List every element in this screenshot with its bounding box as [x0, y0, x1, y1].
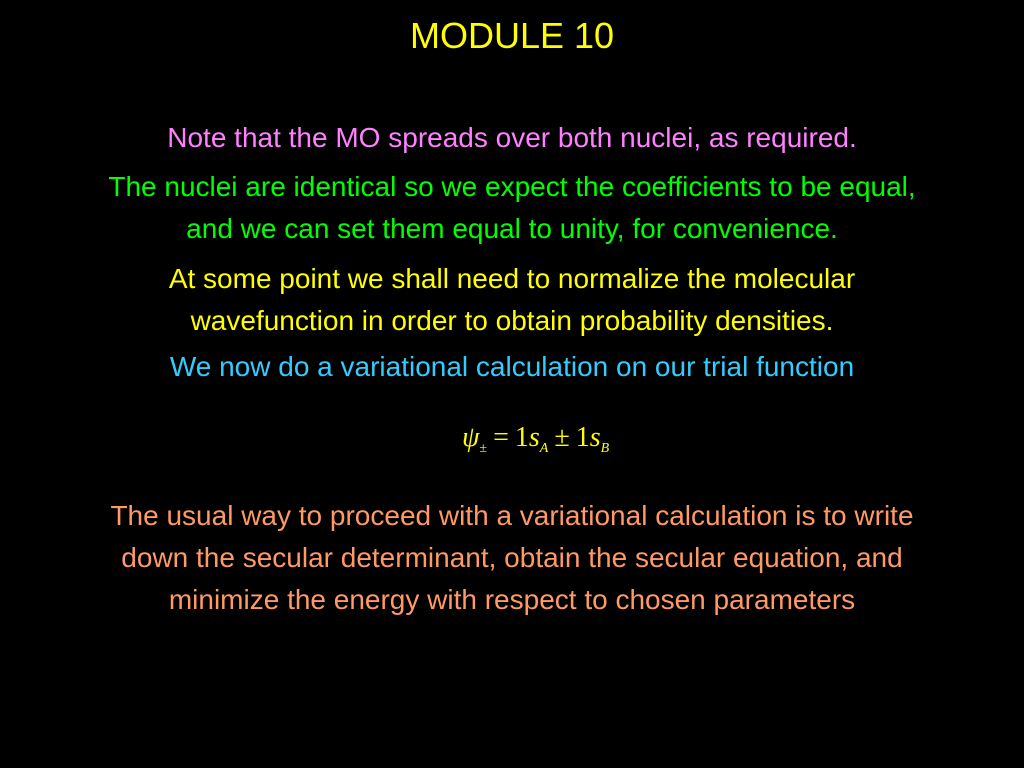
trial-function-equation	[462, 418, 609, 469]
equation-term2-var: s	[589, 422, 601, 453]
paragraph-variational	[0, 346, 1024, 388]
paragraph-line: down the secular determinant, obtain the secular equation, and	[121, 542, 903, 573]
equation-psi-subscript: ±	[479, 441, 488, 456]
equation-term1-coeff: 1	[514, 422, 529, 453]
paragraph-normalize	[0, 258, 1024, 342]
paragraph-identical-nuclei	[0, 166, 1024, 250]
paragraph-line: At some point we shall need to normalize the molecular	[168, 263, 856, 294]
paragraph-line: wavefunction in order to obtain probability densities.	[190, 305, 834, 336]
paragraph-line: The usual way to proceed with a variational calculation is to write	[110, 500, 914, 531]
equation-psi: ψ	[462, 422, 480, 453]
paragraph-note-mo	[0, 117, 1024, 159]
equation-term1-subscript: A	[539, 441, 549, 456]
slide-title: MODULE 10	[409, 15, 615, 56]
equation-equals: =	[493, 422, 509, 453]
paragraph-line: Note that the MO spreads over both nuclei, as required.	[167, 122, 857, 153]
paragraph-line: We now do a variational calculation on our trial function	[169, 351, 855, 382]
paragraph-line: minimize the energy with respect to chosen parameters	[168, 584, 856, 615]
paragraph-line: and we can set them equal to unity, for convenience.	[186, 213, 838, 244]
equation-term1-var: s	[528, 422, 540, 453]
equation-term2-coeff: 1	[575, 422, 590, 453]
equation-term2-subscript: B	[600, 441, 610, 456]
equation-plus-minus: ±	[554, 422, 570, 453]
paragraph-usual-way	[0, 495, 1024, 621]
paragraph-line: The nuclei are identical so we expect the coefficients to be equal,	[108, 171, 916, 202]
